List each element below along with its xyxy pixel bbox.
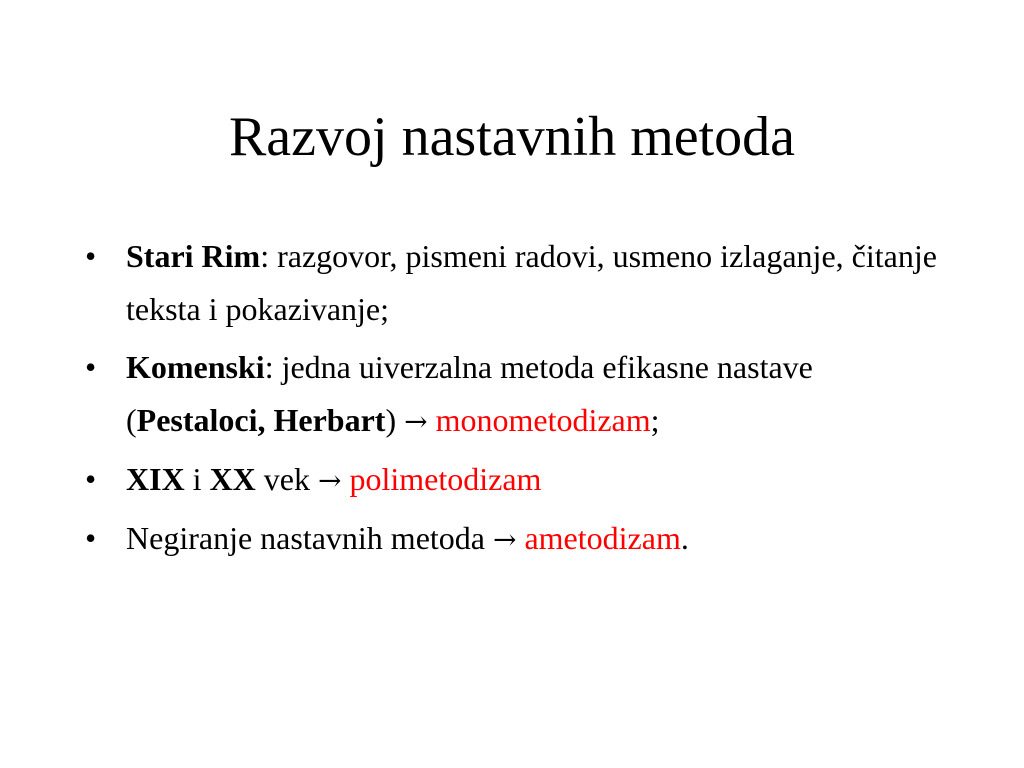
bullet-text: ) [385, 402, 405, 438]
bullet-term: XIX [126, 461, 185, 497]
bullet-xix-xx [85, 453, 945, 507]
bullet-text: : jedna uiverzalna metoda efikasne nastave ( [126, 349, 813, 438]
bullet-list [85, 230, 945, 571]
bullet-term: XX [209, 461, 256, 497]
arrow-right-icon: → [492, 523, 517, 556]
bullet-result: polimetodizam [349, 461, 542, 497]
bullet-icon: • [85, 349, 97, 385]
bullet-icon: • [85, 461, 97, 497]
bullet-komenski [85, 341, 945, 448]
bullet-term: Komenski [126, 349, 265, 385]
bullet-text: Negiranje nastavnih metoda [126, 520, 493, 556]
bullet-end: ; [650, 402, 660, 438]
bullet-negiranje [85, 512, 945, 566]
bullet-result: monometodizam [435, 402, 651, 438]
arrow-right-icon: → [317, 464, 342, 497]
bullet-text: : razgovor, pismeni radovi, usmeno izlaganje, čitanje teksta i pokazivanje; [126, 238, 937, 327]
bullet-icon: • [85, 238, 97, 274]
bullet-stari-rim [85, 230, 945, 336]
bullet-term: Stari Rim [126, 238, 261, 274]
bullet-names: Pestaloci, Herbart [136, 402, 386, 438]
bullet-end: . [680, 520, 689, 556]
bullet-text: i [184, 461, 210, 497]
bullet-icon: • [85, 520, 97, 556]
slide-title: Razvoj nastavnih metoda [228, 106, 796, 168]
bullet-result: ametodizam [524, 520, 681, 556]
arrow-right-icon: → [404, 405, 428, 438]
bullet-text: vek [255, 461, 318, 497]
